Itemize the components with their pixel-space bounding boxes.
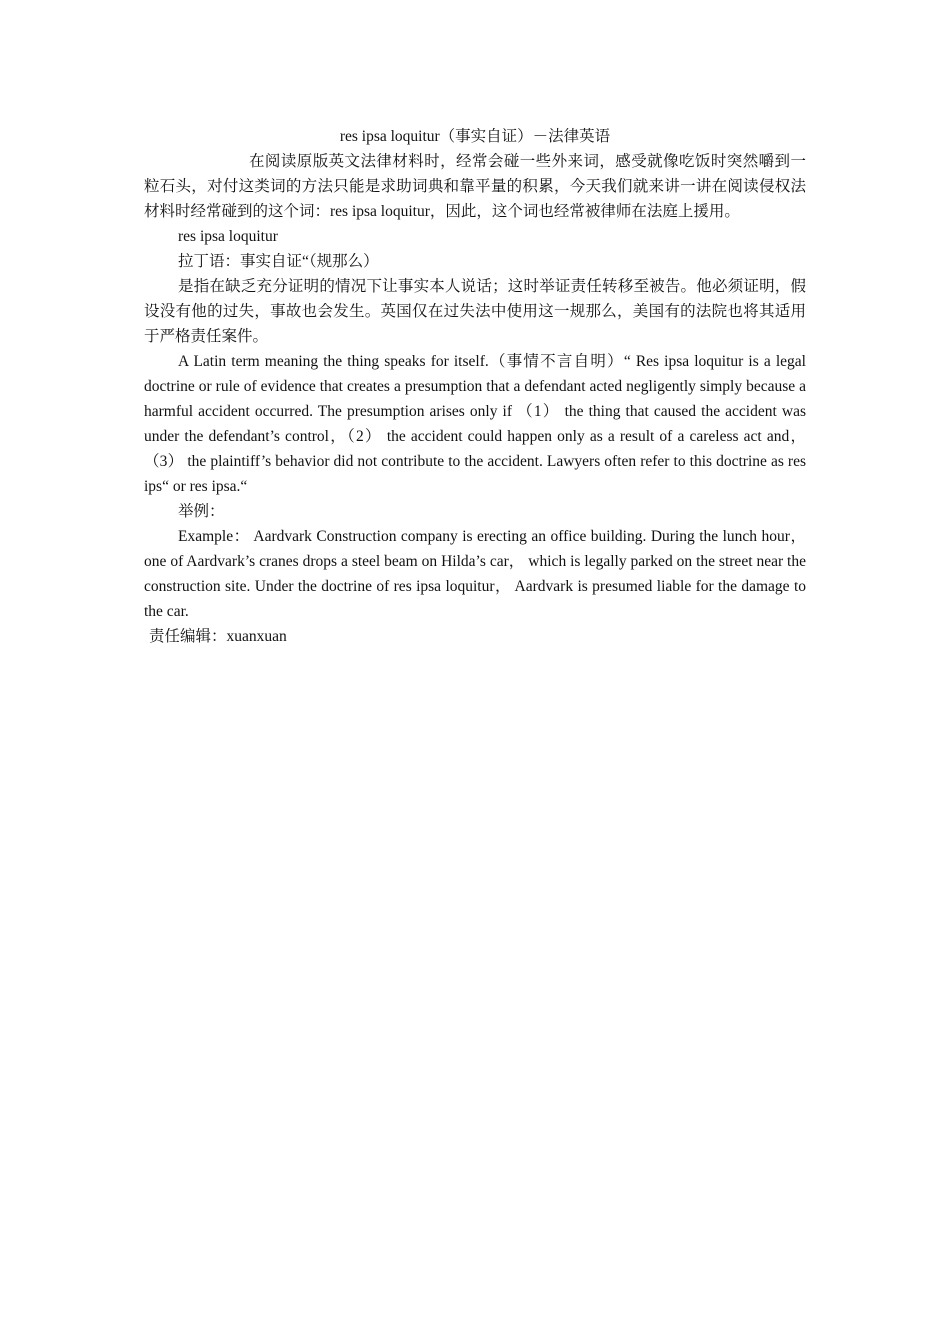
document-page	[144, 124, 806, 649]
example-label: 举例：	[178, 503, 225, 520]
document-title: res ipsa loquitur（事实自证）－法律英语	[339, 128, 611, 145]
latin-line: 拉丁语：事实自证“（规那么）	[178, 253, 379, 270]
intro-paragraph: 在阅读原版英文法律材料时，经常会碰一些外来词，感受就像吃饭时突然嚼到一粒石头，对付这类词的方法只能是求助词典和靠平量的积累，今天我们就来讲一讲在阅读侵权法材料时经常碰到的这个词：res ipsa loquitur，因此，这个词也经常被律师在法庭上援用。	[144, 153, 806, 220]
term-line: res ipsa loquitur	[178, 228, 278, 245]
definition-cn-paragraph: 是指在缺乏充分证明的情况下让事实本人说话；这时举证责任转移至被告。他必须证明，假设没有他的过失，事故也会发生。英国仅在过失法中使用这一规那么，美国有的法院也将其适用于严格责任案件。	[144, 278, 806, 345]
editor-credit: 责任编辑：xuanxuan	[149, 628, 287, 645]
example-paragraph: Example： Aardvark Construction company is erecting an office building. During the lunch hour， one of Aardvark’s cranes drops a steel beam on Hilda’s car， which is legally parked on the street near the construction site. Under the doctrine of res ipsa loquitur， Aardvark is presumed liable for the damage to the car.	[144, 528, 806, 620]
definition-en-paragraph: A Latin term meaning the thing speaks for itself.（事情不言自明）“ Res ipsa loquitur is a legal doctrine or rule of evidence that creates a presumption that a defendant acted negligently simply because a harmful accident occurred. The presumption arises only if （1） the thing that caused the accident was under the defendant’s control，（2） the accident could happen only as a result of a careless act and，（3） the plaintiff’s behavior did not contribute to the accident. Lawyers often refer to this doctrine as res ips“ or res ipsa.“	[144, 353, 806, 495]
